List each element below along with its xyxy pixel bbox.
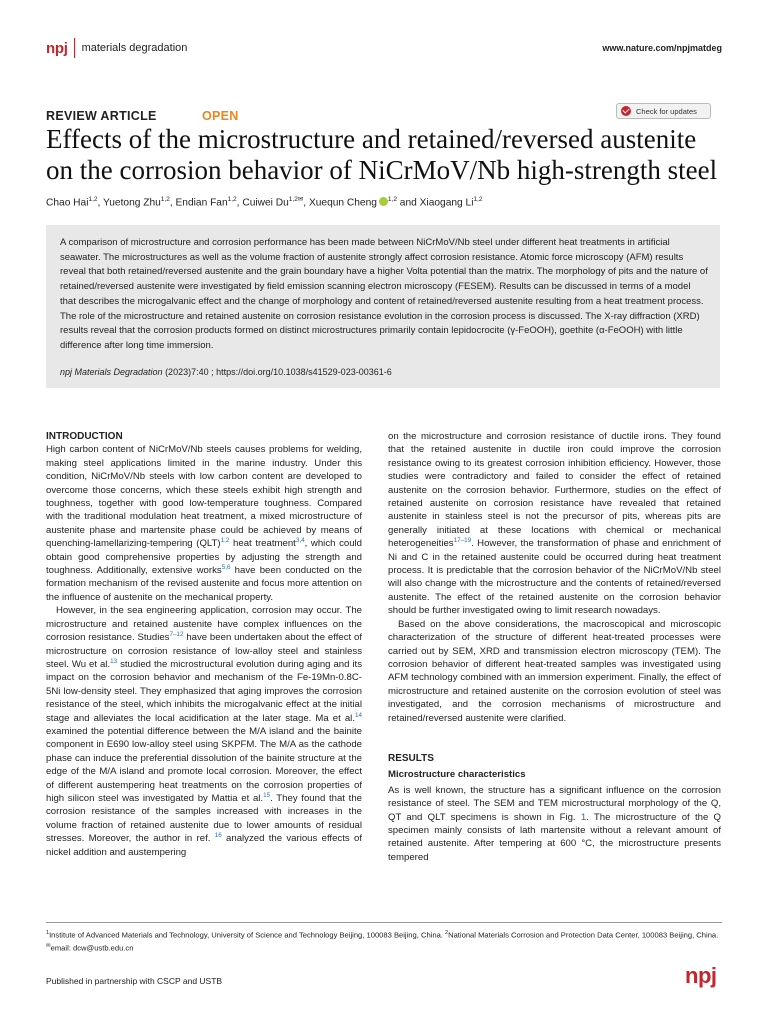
check-for-updates-button[interactable]: [616, 103, 711, 119]
author-affiliation: 1,2: [473, 196, 483, 203]
intro-paragraph-2: However, in the sea engineering application, corrosion may occur. The microstructure and retained austenite have complex influences on the corrosion resistance. Studies$^{7-12}$ have been undertaken about the effect of microstructure on corrosion resistance of low-alloy steel and stainless steel. Wu et al.$^{13}$ studied the microstructural evolution during aging and its impact on the corrosion behavior and mechanism of the Fe-19Mn-0.8C-5Ni low-density steel. They emphasized that aging improves the corrosion resistance of the steel, which inhibits the microgalvanic effect at the initial stage and alleviates the local acidification at the later stage. Ma et al.$^{14}$ examined the potential difference between the M/A island and the bainite component in E690 low-alloy steel using SKPFM. The M/A as the cathode phase can induce the preferential dissolution of the bainite structure at the edge of the M/A island and promote local corrosion. Moreover, the effect of different austempering heat treatments on the corrosion properties of high silicon steel was investigated by Mattia et al.$^{15}$. They found that the corrosion resistance of the samples increased with increases in the volume fraction of retained austenite due to lower amounts of residual stresses. Moreover, the author in ref. $^{16}$ analyzed the various effects of nickel addition and austempering: [46, 605, 362, 858]
results-heading: RESULTS: [388, 752, 434, 764]
affiliation-1: Institute of Advanced Materials and Technology, University of Science and Technology Beijing, 100083 Beijing, China.: [49, 930, 446, 940]
author-name[interactable]: Xiaogang Li: [419, 197, 474, 209]
author-name[interactable]: Endian Fan: [175, 197, 228, 209]
abstract-text: A comparison of microstructure and corrosion performance has been made between NiCrMoV/Nb steel under different heat treatments in artificial seawater. The microstructures as well as the volume fraction of austenite strongly affect corrosion resistance. Atomic force microscopy (AFM) results reveal that both retained/reversed austenite and the grain boundary have a higher Volta potential than the matrix. The morphology of pits and the nature of retained/reversed austenite were investigated by field emission scanning electron microscopy (FESEM). Results can be discussed in terms of a model that describes the microgalvanic effect and the change of morphology and content of retained/reversed austenite resulting from a heat treatment process. The role of the microstructure and retained austenite on corrosion resistance evolution in the corrosion process is discussed. The X-ray diffraction (XRD) results reveal that the corrosion products formed on distinct microstructures primarily contain lepidocrocite (γ-FeOOH), goethite (α-FeOOH) with little difference after long time immersion.: [60, 237, 708, 351]
article-title: Effects of the microstructure and retained/reversed austenite on the corrosion behavior of NiCrMoV/Nb high-strength steel: [46, 124, 718, 185]
citation-doi[interactable]: (2023)7:40 ; https://doi.org/10.1038/s41529-023-00361-6: [162, 367, 392, 377]
journal-url[interactable]: www.nature.com/npjmatdeg: [602, 43, 722, 53]
results-paragraph-1: As is well known, the structure has a significant influence on the corrosion resistance of steel. The SEM and TEM microstructural morphology of the Q, QT and QLT specimens is shown in Fig. 1. The microstructure of the Q specimen mainly consists of lath martensite without a relevant amount of retained austenite. After tempering at 600 °C, the microstructure presents tempered: [388, 784, 721, 863]
author-name[interactable]: Chao Hai: [46, 197, 89, 209]
article-type: REVIEW ARTICLE: [46, 109, 157, 123]
intro-paragraph-3: on the microstructure and corrosion resistance of ductile irons. They found that the retained austenite in ductile iron could improve the corrosion resistance owing to its greatest corrosion inhibition efficiency. However, those studies were contradictory and failed to consider the effect of retained austenite on the corrosion behavior. Furthermore, studies on the effect of retained austenite on corrosion resistance have revealed that retained austenite in stainless steel is not the precursor of pits, whereas pits are generally initiated at these locations with chemical or mechanical heterogeneities$^{17-19}$. However, the transformation of phase and enrichment of Ni and C in the retained austenite could be occurred during heat treatment process. It is predictable that the corrosion behavior of the NiCrMoV/Nb steel will also change with the microstructure and the contents of retained/reversed austenite. The effect of the retained austenite on the corrosion behavior should be further investigated owing to limit research nowadays.: [388, 431, 721, 617]
footer-npj-logo: npj: [685, 963, 717, 988]
author-name[interactable]: Xuequn Cheng: [308, 197, 377, 209]
intro-paragraph-1: High carbon content of NiCrMoV/Nb steels causes problems for welding, making steel applications limited in the marine industry. Under this condition, NiCrMoV/Nb steels with low carbon content are developed to overcome those concerns, which these steels exhibit high strength and toughness, together with good low-temperature toughness. Compared with the traditional modulation heat treatment, a mixed microstructure of austenite phase and martensite phase could be achieved by means of quenching-lamellarizing-tempering (QLT)$^{1,2}$ heat treatment$^{3,4}$, which could obtain good comprehensive properties by adjusting the strength and toughness. Additionally, extensive works$^{5,6}$ have been conducted on the formation mechanism of the revised austenite and focus more attention on the influence of austenite on the mechanical property.: [46, 444, 363, 603]
author-affiliation: 1,2: [387, 196, 397, 203]
open-access-label: OPEN: [202, 109, 239, 123]
journal-name: materials degradation: [81, 42, 188, 54]
author-separator: ,: [169, 197, 176, 209]
author-affiliation: 1,2: [88, 196, 98, 203]
check-updates-icon: [621, 106, 631, 116]
author-separator: and: [396, 197, 420, 209]
left-column: [46, 430, 362, 859]
page-header: [46, 38, 722, 58]
affiliation-2: National Materials Corrosion and Protection Data Center, 100083 Beijing, China.: [448, 930, 719, 940]
footnote-divider: [46, 922, 722, 923]
author-separator: ,: [303, 197, 309, 209]
brand-divider: [74, 38, 75, 58]
citation-journal: npj Materials Degradation: [60, 367, 163, 377]
author-separator: ,: [236, 197, 243, 209]
author-list: [46, 195, 726, 208]
npj-logo: npj: [46, 39, 68, 57]
footer-partnership: Published in partnership with CSCP and USTB: [46, 976, 223, 986]
check-updates-label: Check for updates: [636, 106, 697, 116]
author-name[interactable]: Cuiwei Du: [242, 197, 289, 209]
microstructure-heading: Microstructure characteristics: [388, 769, 526, 781]
citation-line: [60, 367, 392, 377]
author-affiliation: 1,2✉: [288, 196, 304, 203]
author-separator: ,: [97, 197, 104, 209]
intro-heading: INTRODUCTION: [46, 431, 123, 442]
affiliations-footnote: $^1$Institute of Advanced Materials and Technology, University of Science and Technology Beijing, 100083 Beijing, China. $^2$National Materials Corrosion and Protection Data Center, 100083 Beijing, China. ✉email: dcw@ustb.edu.cn: [46, 930, 719, 953]
author-affiliation: 1,2: [227, 196, 237, 203]
author-name[interactable]: Yuetong Zhu: [103, 197, 161, 209]
right-column: [388, 430, 721, 864]
journal-brand[interactable]: [46, 38, 187, 58]
corresponding-email[interactable]: email: dcw@ustb.edu.cn: [50, 943, 134, 953]
orcid-icon[interactable]: [379, 197, 388, 206]
intro-paragraph-4: Based on the above considerations, the macroscopical and microscopic characterization of the structure of different heat-treated processes were carried out by SEM, XRD and transmission electron microscopy (TEM). The corrosion behavior of different heat-treated samples was investigated using AFM technology combined with an immersion experiment. Finally, the effect of microstructure and retained austenite on the corrosion evolution of steel was investigated, and the corrosion mechanisms of microstructure and retained/reversed austenite were clarified.: [388, 618, 721, 724]
author-affiliation: 1,2: [160, 196, 170, 203]
